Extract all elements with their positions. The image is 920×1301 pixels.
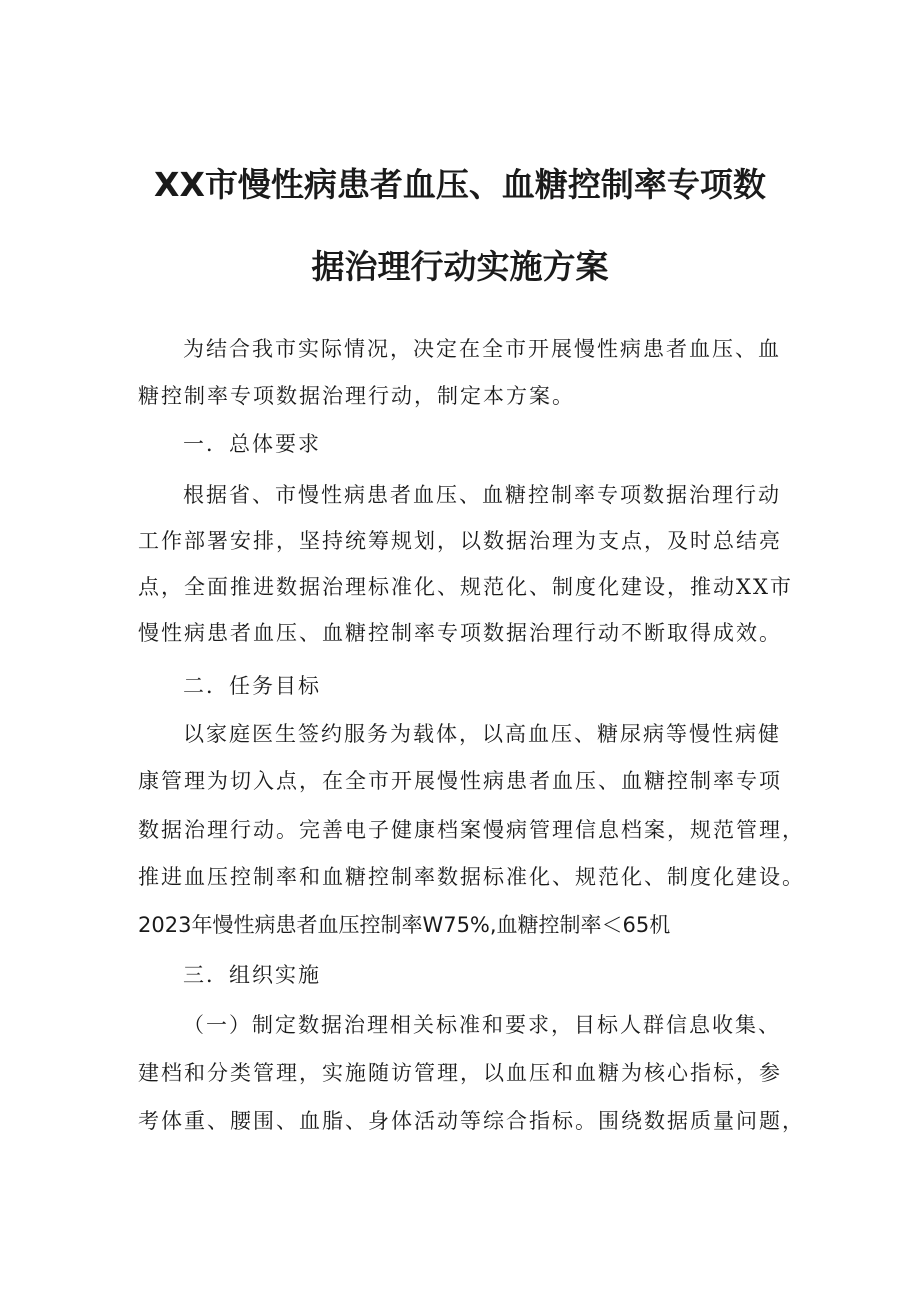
paragraph-2-line-4: 推进血压控制率和血糖控制率数据标准化、规范化、制度化建设。 [138,865,805,889]
paragraph-intro-line-2: 糖控制率专项数据治理行动，制定本方案。 [138,384,575,408]
paragraph-2-line-1: 以家庭医生签约服务为载体，以高血压、糖尿病等慢性病健 [183,722,781,746]
paragraph-intro-line-1: 为结合我市实际情况，决定在全市开展慢性病患者血压、血 [183,337,781,361]
section-heading-3: 三．组织实施 [183,963,321,987]
document-title-line-2: 据治理行动实施方案 [311,247,609,286]
paragraph-1-line-2: 工作部署安排，坚持统筹规划，以数据治理为支点，及时总结亮 [138,529,782,553]
section-heading-2: 二．任务目标 [183,674,321,698]
paragraph-3-line-3: 考体重、腰围、血脂、身体活动等综合指标。围绕数据质量问题， [138,1109,805,1133]
paragraph-1-line-4: 慢性病患者血压、血糖控制率专项数据治理行动不断取得成效。 [138,621,782,645]
paragraph-2-line-2: 康管理为切入点，在全市开展慢性病患者血压、血糖控制率专项 [138,769,782,793]
paragraph-1-line-1: 根据省、市慢性病患者血压、血糖控制率专项数据治理行动 [183,483,781,507]
paragraph-1-line-3: 点，全面推进数据治理标准化、规范化、制度化建设，推动XX市 [138,575,793,599]
paragraph-3-line-2: 建档和分类管理，实施随访管理，以血压和血糖为核心指标，参 [138,1061,782,1085]
paragraph-2-line-5: 2023年慢性病患者血压控制率W75%,血糖控制率＜65机 [138,913,671,937]
document-title-line-1: XX市慢性病患者血压、血糖控制率专项数 [154,165,766,204]
paragraph-2-line-3: 数据治理行动。完善电子健康档案慢病管理信息档案，规范管理， [138,818,805,842]
section-heading-1: 一．总体要求 [183,432,321,456]
paragraph-3-line-1: （一）制定数据治理相关标准和要求，目标人群信息收集、 [183,1013,781,1037]
